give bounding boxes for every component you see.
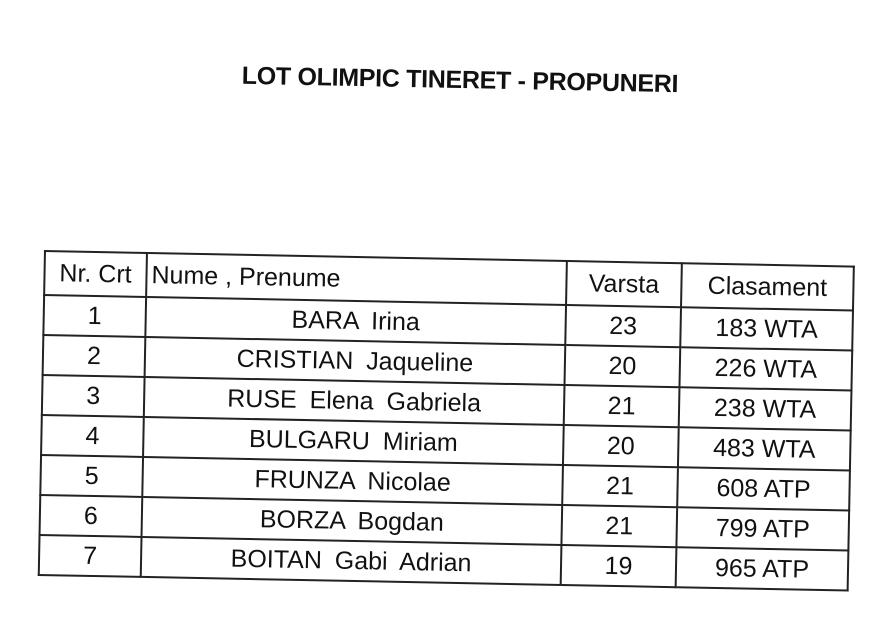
cell-name: BULGARU Miriam xyxy=(143,417,564,465)
header-name: Nume , Prenume xyxy=(146,253,567,305)
cell-age: 21 xyxy=(562,465,678,507)
header-age: Varsta xyxy=(566,261,682,307)
cell-name: CRISTIAN Jaqueline xyxy=(145,337,566,385)
cell-nr: 1 xyxy=(43,295,146,337)
cell-nr: 5 xyxy=(40,455,143,497)
cell-age: 20 xyxy=(565,345,681,387)
cell-rank: 238 WTA xyxy=(679,387,852,430)
cell-nr: 7 xyxy=(39,535,142,577)
cell-age: 21 xyxy=(564,385,680,427)
cell-nr: 6 xyxy=(40,495,143,537)
document-title: LOT OLIMPIC TINERET - PROPUNERI xyxy=(241,61,679,99)
cell-age: 23 xyxy=(565,305,681,347)
cell-rank: 483 WTA xyxy=(678,427,851,470)
header-rank: Clasament xyxy=(681,263,854,310)
cell-rank: 799 ATP xyxy=(676,507,849,550)
cell-name: BARA Irina xyxy=(145,297,566,345)
cell-age: 19 xyxy=(561,545,677,587)
proposals-table xyxy=(38,250,855,592)
cell-nr: 3 xyxy=(42,375,145,417)
cell-name: RUSE Elena Gabriela xyxy=(144,377,565,425)
cell-rank: 183 WTA xyxy=(680,307,853,350)
cell-age: 20 xyxy=(563,425,679,467)
cell-nr: 2 xyxy=(43,335,146,377)
cell-name: FRUNZA Nicolae xyxy=(142,457,563,505)
cell-nr: 4 xyxy=(41,415,144,457)
cell-rank: 965 ATP xyxy=(676,547,849,590)
cell-name: BORZA Bogdan xyxy=(142,497,563,545)
cell-rank: 226 WTA xyxy=(679,347,852,390)
header-nr: Nr. Crt xyxy=(44,251,147,297)
cell-age: 21 xyxy=(561,505,677,547)
cell-rank: 608 ATP xyxy=(677,467,850,510)
cell-name: BOITAN Gabi Adrian xyxy=(141,537,562,585)
